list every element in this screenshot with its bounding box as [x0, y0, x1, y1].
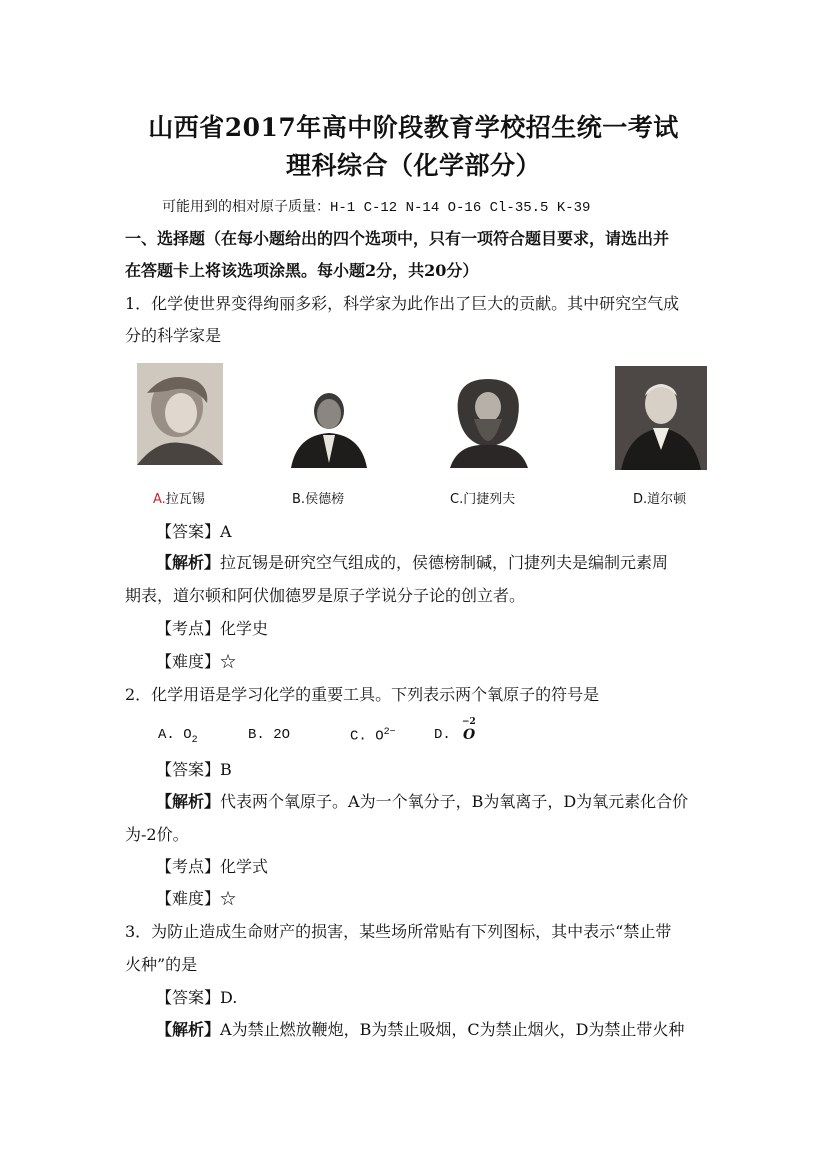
q2-option-d-sup: −2: [462, 717, 476, 727]
q1-option-c-name: 门捷列夫: [463, 492, 516, 507]
q1-stem-line2: 分的科学家是: [125, 326, 222, 345]
q3-stem-line2: 火种”的是: [125, 955, 198, 974]
q1-option-d-name: 道尔顿: [647, 492, 687, 507]
q1-option-b-name: 侯德榜: [305, 492, 345, 507]
q3-analysis-tag: 【解析】: [156, 1020, 221, 1039]
section-heading-line1: 一、选择题（在每小题给出的四个选项中，只有一项符合题目要求，请选出并: [125, 229, 670, 248]
page-subtitle: 理科综合（化学部分）: [285, 151, 541, 180]
q1-analysis-text: 拉瓦锡是研究空气组成的，侯德榜制碱，门捷列夫是编制元素周: [220, 553, 669, 572]
q1-analysis-line1: [156, 550, 668, 573]
q1-answer: 【答案】A: [156, 522, 232, 541]
atomic-masses: 可能用到的相对原子质量：H-1 C-12 N-14 O-16 Cl-35.5 K-39: [162, 200, 591, 216]
q1-option-d-letter: D.: [633, 492, 648, 507]
q2-difficulty: 【难度】☆: [156, 889, 237, 908]
q1-option-b: [292, 488, 344, 507]
q1-point: 【考点】化学史: [156, 619, 269, 638]
q2-analysis-text: 代表两个氧原子。A为一个氧分子，B为氧离子，D为氧元素化合价: [220, 792, 689, 811]
q2-option-d-base: O: [463, 727, 476, 743]
portrait-lavoisier: [137, 363, 223, 465]
q1-option-a-letter: A.: [153, 492, 166, 507]
q1-difficulty: 【难度】☆: [156, 652, 237, 671]
q3-answer: 【答案】D.: [156, 988, 238, 1007]
q2-option-a: [158, 727, 198, 746]
q1-option-c-letter: C.: [450, 492, 464, 507]
q1-option-c: [450, 488, 515, 507]
q1-option-a: [153, 488, 205, 507]
q2-option-d-label: D.: [434, 727, 451, 743]
q2-option-a-text: A. O: [158, 727, 192, 743]
q1-option-b-letter: B.: [292, 492, 306, 507]
section-heading-line2: 在答题卡上将该选项涂黑。每小题2分，共20分）: [125, 261, 479, 280]
q3-analysis-line1: [156, 1017, 684, 1040]
q2-analysis-tag: 【解析】: [156, 792, 221, 811]
q2-option-c: [350, 727, 396, 745]
q1-option-a-name: 拉瓦锡: [165, 492, 205, 507]
portrait-mendeleev: [444, 373, 533, 468]
q2-option-b: B. 2O: [248, 727, 291, 743]
q1-option-d: [633, 488, 686, 507]
q3-stem-line1: 3．为防止造成生命财产的损害，某些场所常贴有下列图标，其中表示“禁止带: [125, 922, 672, 941]
q1-analysis-tag: 【解析】: [156, 553, 221, 572]
q1-stem-line1: 1．化学使世界变得绚丽多彩，科学家为此作出了巨大的贡献。其中研究空气成: [125, 294, 680, 313]
q1-analysis-line2: 期表，道尔顿和阿伏伽德罗是原子学说分子论的创立者。: [125, 586, 526, 605]
q2-option-a-sub: 2: [191, 734, 198, 746]
q3-analysis-text: A为禁止燃放鞭炮，B为禁止吸烟，C为禁止烟火，D为禁止带火种: [220, 1020, 685, 1039]
page-title: 山西省2017年高中阶段教育学校招生统一考试: [148, 113, 679, 142]
q2-analysis-line2: 为-2价。: [125, 825, 189, 844]
portrait-hou-debang: [287, 383, 370, 468]
q2-analysis-line1: [156, 789, 688, 812]
q2-answer: 【答案】B: [156, 760, 232, 779]
q2-stem: 2．化学用语是学习化学的重要工具。下列表示两个氧原子的符号是: [125, 685, 600, 704]
q2-option-c-sup: 2−: [383, 727, 396, 738]
q2-point: 【考点】化学式: [156, 857, 269, 876]
q2-option-c-text: C. O: [350, 728, 384, 745]
portrait-dalton: [615, 366, 707, 470]
